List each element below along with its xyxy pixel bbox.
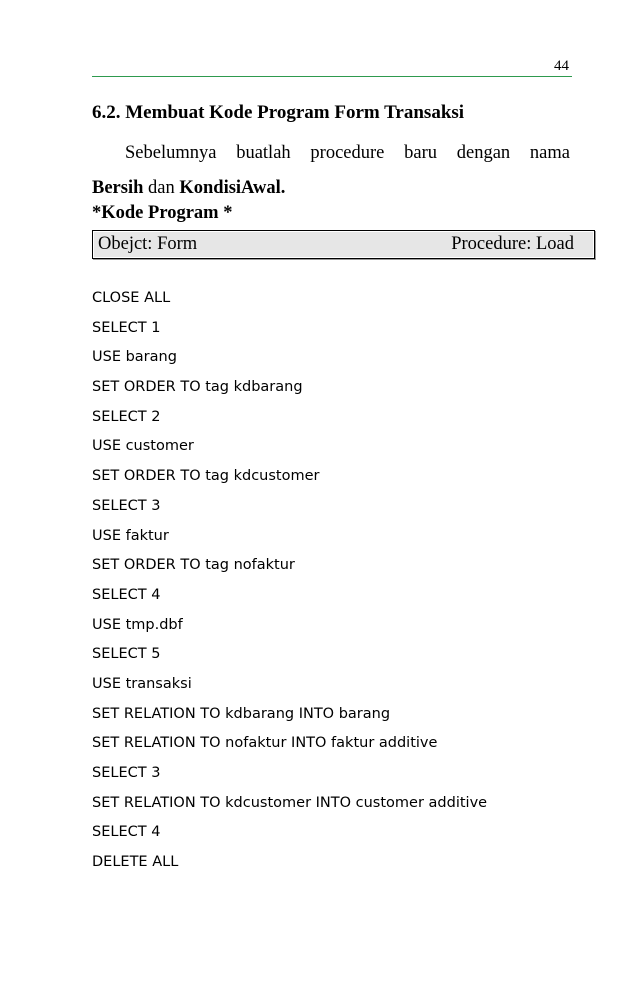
code-line: CLOSE ALL xyxy=(92,290,171,306)
header-rule xyxy=(92,76,572,77)
page-number: 44 xyxy=(554,58,569,74)
code-line: SELECT 4 xyxy=(92,586,161,603)
code-line: SELECT 3 xyxy=(92,497,161,514)
code-line: SET ORDER TO tag kdbarang xyxy=(92,379,303,396)
code-line: USE transaksi xyxy=(92,675,192,692)
code-line: SET RELATION TO kdbarang INTO barang xyxy=(92,705,391,722)
code-line: SET RELATION TO nofaktur INTO faktur additive xyxy=(92,735,438,752)
intro-line-2 xyxy=(92,171,570,206)
intro-connector: dan xyxy=(143,178,180,198)
code-line: SET ORDER TO tag kdcustomer xyxy=(92,468,320,485)
code-line: SELECT 2 xyxy=(92,408,161,425)
code-heading: *Kode Program * xyxy=(92,203,233,223)
code-line: SET RELATION TO kdcustomer INTO customer additive xyxy=(92,794,488,811)
code-line: SELECT 1 xyxy=(92,319,161,336)
section-title: 6.2. Membuat Kode Program Form Transaksi xyxy=(92,102,465,123)
procedure-label: Procedure: Load xyxy=(451,234,574,254)
code-line: SELECT 3 xyxy=(92,765,161,781)
code-line: USE tmp.dbf xyxy=(92,616,183,633)
code-line: SELECT 4 xyxy=(92,824,161,841)
intro-line-1: Sebelumnya buatlah procedure baru dengan nama xyxy=(125,143,570,163)
intro-paragraph xyxy=(92,136,570,206)
object-procedure-box xyxy=(92,230,595,259)
code-line: DELETE ALL xyxy=(92,854,179,871)
code-line: USE faktur xyxy=(92,527,169,544)
procedure-name-kondisiawal: KondisiAwal. xyxy=(179,178,286,198)
object-label: Obejct: Form xyxy=(98,234,198,254)
code-listing xyxy=(92,287,572,881)
code-line: SET ORDER TO tag nofaktur xyxy=(92,557,295,574)
procedure-name-bersih: Bersih xyxy=(92,178,144,198)
code-line: USE barang xyxy=(92,349,177,366)
code-line: SELECT 5 xyxy=(92,646,161,663)
code-line: USE customer xyxy=(92,438,194,455)
